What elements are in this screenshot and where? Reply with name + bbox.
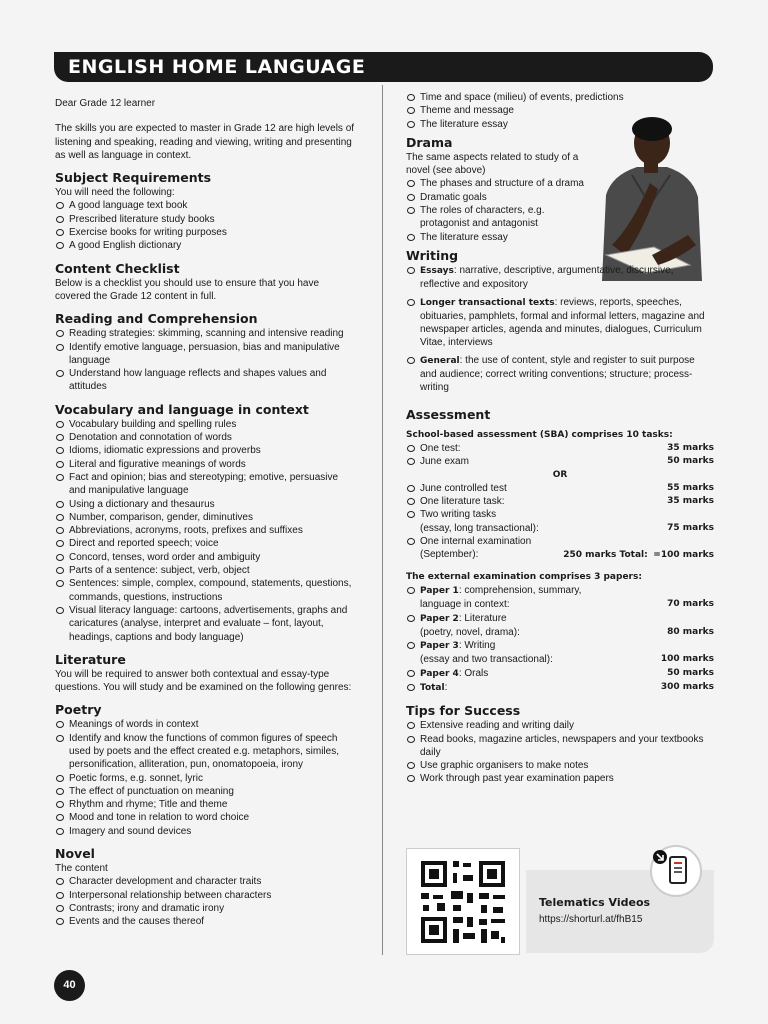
list-item bbox=[406, 442, 714, 455]
telematics-link[interactable]: https://shorturl.at/fhB15 bbox=[539, 914, 643, 925]
content-checklist-heading: Content Checklist bbox=[55, 260, 180, 276]
list-item: Identify emotive language, persuasion, bias and manipulative language bbox=[55, 341, 355, 368]
literature-text: You will be required to answer both contextual and essay-type questions. You will study and be examined on the following genres: bbox=[55, 668, 352, 694]
list-item: Concord, tenses, word order and ambiguity bbox=[55, 551, 355, 564]
sba-list-alt bbox=[406, 482, 714, 563]
list-item: Character development and character traits bbox=[55, 875, 355, 888]
external-heading: The external examination comprises 3 papers: bbox=[406, 571, 642, 582]
content-checklist-text: Below is a checklist you should use to ensure that you have covered the Grade 12 content in full. bbox=[55, 277, 320, 302]
list-item: Reading strategies: skimming, scanning and intensive reading bbox=[55, 327, 355, 340]
list-item: Work through past year examination papers bbox=[406, 772, 714, 785]
list-item: Using a dictionary and thesaurus bbox=[55, 498, 355, 511]
writing-heading: Writing bbox=[406, 247, 459, 263]
paper-marks: 70 marks bbox=[667, 599, 714, 610]
paper-text: : Literature bbox=[458, 612, 507, 624]
novel-continued-list bbox=[406, 91, 714, 131]
item-label: Longer transactional texts bbox=[420, 297, 555, 308]
poetry-heading: Poetry bbox=[55, 702, 102, 718]
list-item: Dramatic goals bbox=[406, 191, 588, 204]
task-label: One internal examination bbox=[420, 536, 532, 548]
list-item: Interpersonal relationship between characters bbox=[55, 889, 355, 902]
task-label: One test: bbox=[420, 442, 461, 454]
list-item bbox=[406, 612, 714, 640]
papers-list bbox=[406, 584, 714, 695]
task-label: June controlled test bbox=[420, 482, 507, 494]
column-divider bbox=[382, 85, 383, 955]
list-item: A good English dictionary bbox=[55, 239, 355, 252]
paper-marks: 100 marks bbox=[660, 654, 714, 665]
list-item: Number, comparison, gender, diminutives bbox=[55, 511, 355, 524]
novel-lead: The content bbox=[55, 863, 108, 875]
task-label: June exam bbox=[420, 456, 469, 468]
list-item bbox=[406, 354, 714, 395]
list-item bbox=[406, 508, 714, 535]
drama-heading: Drama bbox=[406, 134, 453, 150]
sba-list bbox=[406, 442, 714, 469]
novel-heading: Novel bbox=[55, 846, 95, 862]
task-marks: 35 marks bbox=[667, 496, 714, 507]
list-item: Fact and opinion; bias and stereotyping; emotive, persuasive and manipulative language bbox=[55, 471, 355, 498]
left-column bbox=[55, 97, 355, 929]
paper-text: : Writing bbox=[458, 640, 496, 652]
greeting: Dear Grade 12 learner bbox=[55, 98, 156, 109]
task-marks: 55 marks bbox=[667, 482, 714, 493]
total-marks: 300 marks bbox=[660, 681, 714, 692]
list-item: Abbreviations, acronyms, roots, prefixes and suffixes bbox=[55, 524, 355, 537]
assessment-heading: Assessment bbox=[406, 406, 491, 422]
list-item: Meanings of words in context bbox=[55, 718, 355, 731]
subject-requirements-lead: You will need the following: bbox=[55, 187, 175, 199]
task-marks: 75 marks bbox=[667, 522, 714, 533]
paper-marks: 50 marks bbox=[667, 667, 714, 678]
item-label: General bbox=[420, 355, 460, 366]
list-item: Events and the causes thereof bbox=[55, 915, 355, 928]
list-item: Theme and message bbox=[406, 104, 714, 117]
telematics-title: Telematics Videos bbox=[539, 896, 651, 909]
task-label: Two writing tasks bbox=[420, 509, 497, 521]
paper-marks: 80 marks bbox=[667, 626, 714, 637]
list-item bbox=[406, 639, 714, 667]
list-item: The phases and structure of a drama bbox=[406, 177, 588, 190]
novel-list bbox=[55, 875, 355, 928]
reading-list bbox=[55, 327, 355, 393]
task-marks: 250 marks Total: bbox=[563, 550, 648, 561]
list-item: Time and space (milieu) of events, predictions bbox=[406, 91, 714, 104]
drama-list bbox=[406, 177, 588, 243]
item-text: : reviews, reports, speeches, obituaries, pamphlets, formal and informal letters, magazine and newspaper articles, agenda and minutes, dialogues, Curriculum Vitae, interviews bbox=[420, 296, 705, 349]
list-item: Visual literacy language: cartoons, advertisements, graphs and caricatures (analyse, interpret and evaluate – font, layout, headings, captions and body language) bbox=[55, 604, 355, 644]
total-label: Total bbox=[420, 682, 445, 693]
paper-label: Paper 4 bbox=[420, 668, 459, 679]
list-item: Rhythm and rhyme; Title and theme bbox=[55, 798, 355, 811]
list-item: Vocabulary building and spelling rules bbox=[55, 418, 355, 431]
paper-sub: language in context: bbox=[420, 599, 510, 611]
list-item: Direct and reported speech; voice bbox=[55, 537, 355, 550]
page-title: ENGLISH HOME LANGUAGE bbox=[68, 56, 366, 78]
task-label: One literature task: bbox=[420, 496, 505, 508]
intro-text: The skills you are expected to master in Grade 12 are high levels of listening and speaking, reading and viewing, writing and presenting as well as language in context. bbox=[55, 123, 355, 161]
list-item: Imagery and sound devices bbox=[55, 825, 355, 838]
reading-heading: Reading and Comprehension bbox=[55, 311, 258, 327]
list-item: Idioms, idiomatic expressions and proverbs bbox=[55, 444, 355, 457]
list-item: Poetic forms, e.g. sonnet, lyric bbox=[55, 772, 355, 785]
or-separator: OR bbox=[552, 469, 568, 480]
writing-list bbox=[406, 264, 714, 395]
list-item: The roles of characters, e.g. protagonist and antagonist bbox=[406, 204, 588, 231]
list-item: Contrasts; irony and dramatic irony bbox=[55, 902, 355, 915]
list-item: Use graphic organisers to make notes bbox=[406, 759, 714, 772]
total-colon: : bbox=[444, 681, 448, 693]
list-item: Parts of a sentence: subject, verb, object bbox=[55, 564, 355, 577]
video-device-icon bbox=[650, 845, 702, 897]
subject-requirements-heading: Subject Requirements bbox=[55, 170, 212, 186]
list-item: Understand how language reflects and shapes values and attitudes bbox=[55, 367, 355, 394]
tips-heading: Tips for Success bbox=[406, 703, 521, 719]
list-item bbox=[406, 264, 714, 292]
paper-label: Paper 3 bbox=[420, 641, 459, 652]
list-item: Read books, magazine articles, newspapers and your textbooks daily bbox=[406, 733, 714, 760]
list-item: The literature essay bbox=[406, 118, 714, 131]
title-banner bbox=[54, 52, 713, 82]
item-text: : the use of content, style and register to suit purpose and audience; correct writing conventions; structure; process-writing bbox=[420, 354, 695, 394]
total-marks: =100 marks bbox=[653, 550, 714, 561]
qr-code-icon bbox=[407, 849, 519, 954]
paper-text: : Orals bbox=[458, 667, 489, 679]
drama-text: The same aspects related to study of a novel (see above) bbox=[406, 151, 579, 177]
list-item: Denotation and connotation of words bbox=[55, 431, 355, 444]
list-item bbox=[406, 584, 714, 612]
list-item bbox=[406, 455, 714, 468]
list-item bbox=[406, 667, 714, 681]
list-item: Literal and figurative meanings of words bbox=[55, 458, 355, 471]
list-item: Exercise books for writing purposes bbox=[55, 226, 355, 239]
item-label: Essays bbox=[420, 265, 454, 276]
list-item: Sentences: simple, complex, compound, statements, questions, commands, questions, instructions bbox=[55, 577, 355, 604]
vocabulary-heading: Vocabulary and language in context bbox=[55, 401, 309, 417]
vocabulary-list bbox=[55, 418, 355, 644]
paper-text: : comprehension, summary, bbox=[458, 584, 582, 596]
literature-heading: Literature bbox=[55, 651, 126, 667]
list-item: Extensive reading and writing daily bbox=[406, 719, 714, 732]
list-item: The effect of punctuation on meaning bbox=[55, 785, 355, 798]
subject-requirements-list bbox=[55, 199, 355, 252]
list-item: Identify and know the functions of common figures of speech used by poets and the effect created e.g. metaphors, similes, personification, alliteration, pun, onomatopoeia, irony bbox=[55, 732, 355, 772]
task-marks: 35 marks bbox=[667, 442, 714, 453]
list-item: Prescribed literature study books bbox=[55, 213, 355, 226]
task-sub: (essay, long transactional): bbox=[420, 522, 539, 534]
list-item bbox=[406, 535, 714, 563]
list-item: Mood and tone in relation to word choice bbox=[55, 811, 355, 824]
page-number: 40 bbox=[54, 970, 85, 1001]
tips-list bbox=[406, 719, 714, 785]
right-column bbox=[406, 91, 714, 786]
list-item: The literature essay bbox=[406, 231, 588, 244]
paper-label: Paper 2 bbox=[420, 613, 459, 624]
poetry-list bbox=[55, 718, 355, 838]
sba-heading: School-based assessment (SBA) comprises 10 tasks: bbox=[406, 429, 673, 440]
qr-code-box[interactable] bbox=[406, 848, 520, 955]
paper-label: Paper 1 bbox=[420, 585, 459, 596]
paper-sub: (poetry, novel, drama): bbox=[420, 626, 520, 638]
list-item: A good language text book bbox=[55, 199, 355, 212]
list-item bbox=[406, 296, 714, 350]
list-item bbox=[406, 495, 714, 508]
task-marks: 50 marks bbox=[667, 456, 714, 467]
list-item bbox=[406, 681, 714, 695]
item-text: : narrative, descriptive, argumentative, discursive, reflective and expository bbox=[420, 264, 674, 291]
task-sub: (September): bbox=[420, 549, 479, 561]
list-item bbox=[406, 482, 714, 495]
paper-sub: (essay and two transactional): bbox=[420, 654, 553, 666]
